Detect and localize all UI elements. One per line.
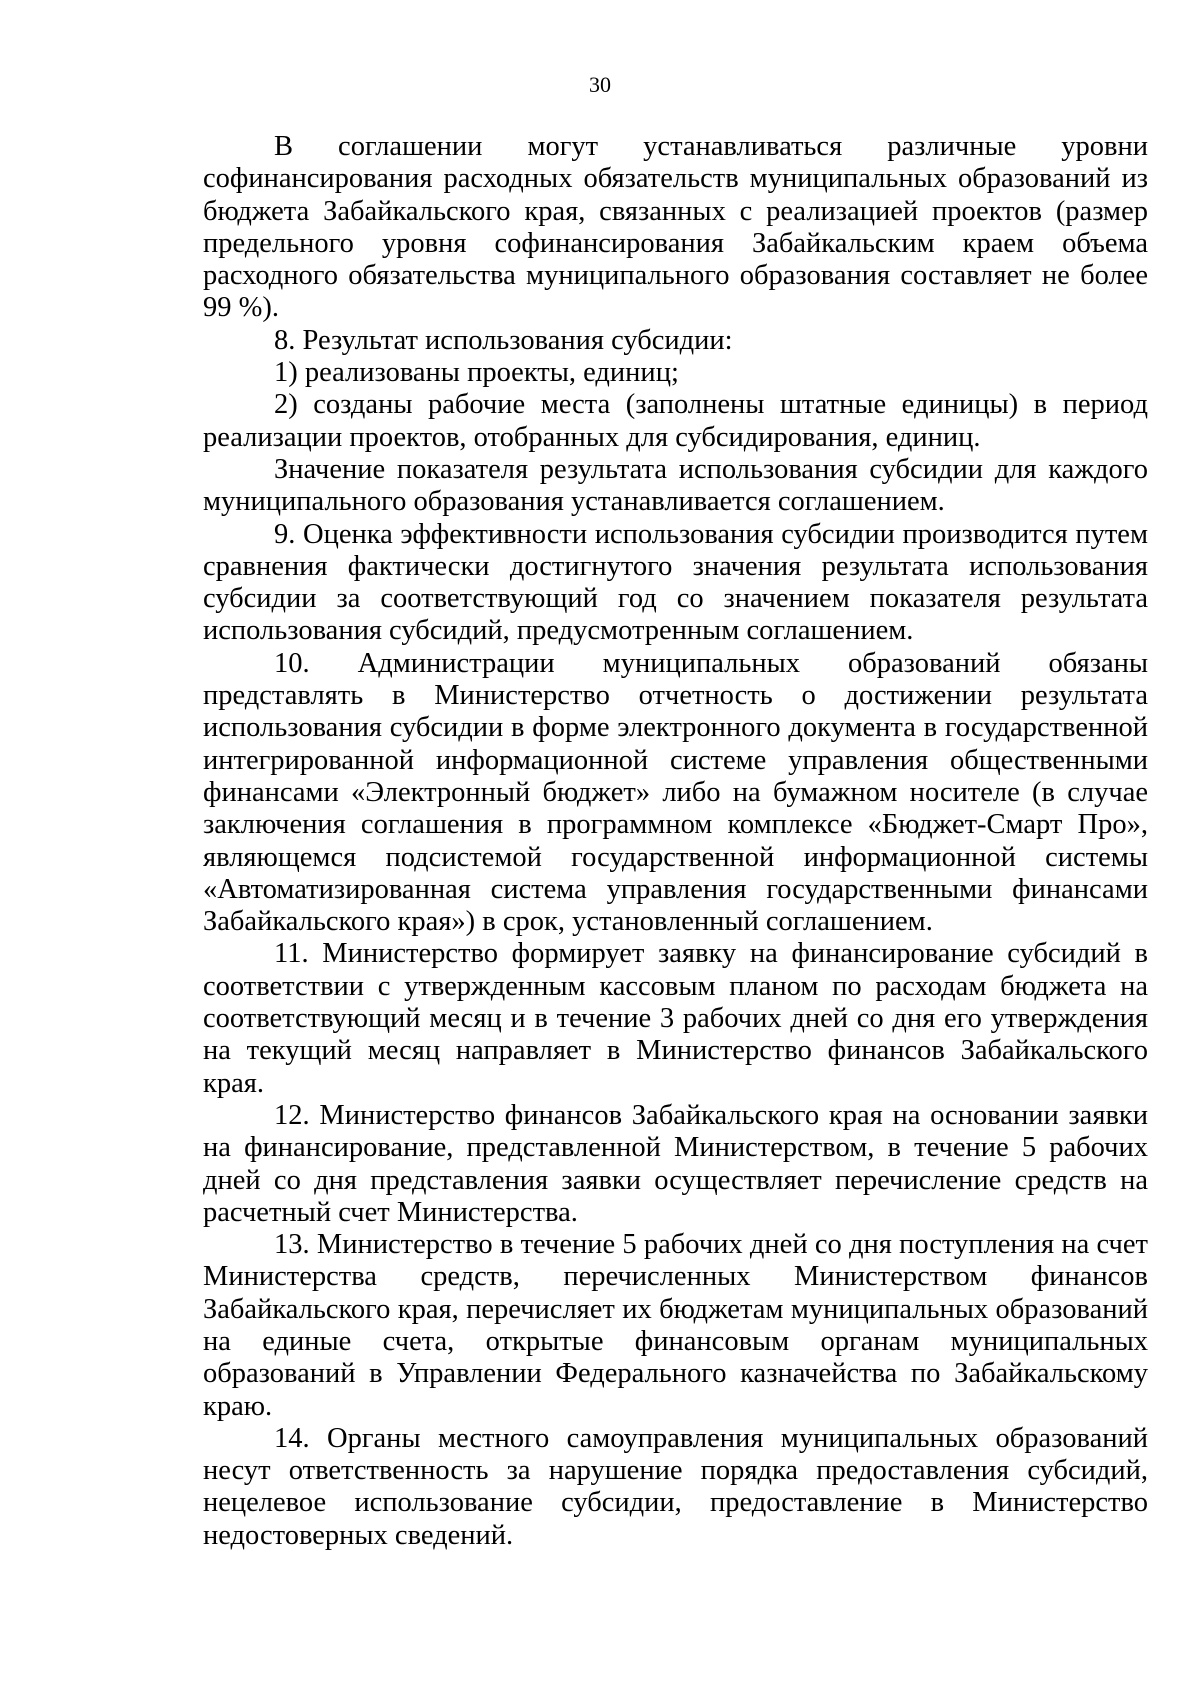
paragraph-10-reporting: 10. Администрации муниципальных образований обязаны представлять в Министерство отчетность о достижении результата использования субсидии в форме электронного документа в государственной интегрированной информационной системе управления общественными финансами «Электронный бюджет» либо на бумажном носителе (в случае заключения соглашения в программном комплексе «Бюджет-Смарт Про», являющемся подсистемой государственной информационной системы «Автоматизированная система управления государственными финансами Забайкальского края») в срок, установленный соглашением. <box>203 647 1148 938</box>
paragraph-13-transfer: 13. Министерство в течение 5 рабочих дней со дня поступления на счет Министерства средств, перечисленных Министерством финансов Забайкальского края, перечисляет их бюджетам муниципальных образований на единые счета, открытые финансовым органам муниципальных образований в Управлении Федерального казначейства по Забайкальскому краю. <box>203 1229 1148 1422</box>
paragraph-14-responsibility: 14. Органы местного самоуправления муниципальных образований несут ответственность за нарушение порядка предоставления субсидий, нецелевое использование субсидии, предоставление в Министерство недостоверных сведений. <box>203 1422 1148 1551</box>
paragraph-cofinancing-levels: В соглашении могут устанавливаться различные уровни софинансирования расходных обязательств муниципальных образований из бюджета Забайкальского края, связанных с реализацией проектов (размер предельного уровня софинансирования Забайкальским краем объема расходного обязательства муниципального образования составляет не более 99 %). <box>203 131 1148 324</box>
paragraph-9-efficiency: 9. Оценка эффективности использования субсидии производится путем сравнения фактически достигнутого значения результата использования субсидии за соответствующий год со значением показателя результата использования субсидий, предусмотренным соглашением. <box>203 518 1148 647</box>
paragraph-11-funding-request: 11. Министерство формирует заявку на финансирование субсидий в соответствии с утвержденным кассовым планом по расходам бюджета на соответствующий месяц и в течение 3 рабочих дней со дня его утверждения на текущий месяц направляет в Министерство финансов Забайкальского края. <box>203 938 1148 1099</box>
document-body <box>203 131 1148 1552</box>
paragraph-12-finance-ministry: 12. Министерство финансов Забайкальского края на основании заявки на финансирование, представленной Министерством, в течение 5 рабочих дней со дня представления заявки осуществляет перечисление средств на расчетный счет Министерства. <box>203 1099 1148 1228</box>
paragraph-8-item-2: 2) созданы рабочие места (заполнены штатные единицы) в период реализации проектов, отобранных для субсидирования, единиц. <box>203 389 1148 453</box>
paragraph-8-subsidy-result: 8. Результат использования субсидии: <box>274 324 733 356</box>
paragraph-indicator-value: Значение показателя результата использования субсидии для каждого муниципального образования устанавливается соглашением. <box>203 453 1148 518</box>
page-number: 30 <box>589 72 611 97</box>
paragraph-8-item-1: 1) реализованы проекты, единиц; <box>274 357 679 389</box>
